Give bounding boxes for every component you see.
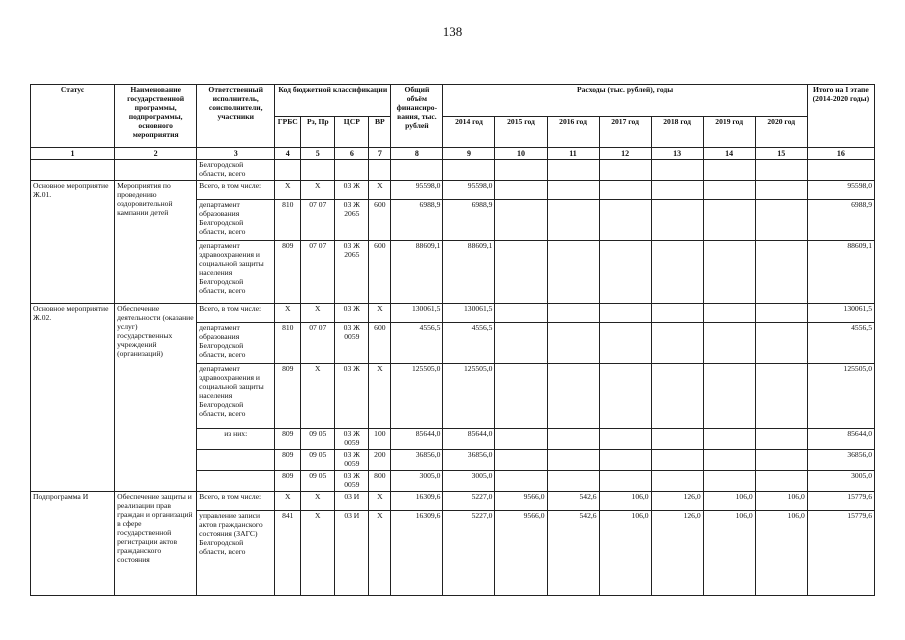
stage-total-cell: 95598,0 bbox=[807, 181, 874, 200]
stage-total-cell: 4556,5 bbox=[807, 323, 874, 364]
responsible-cell: департамент здравоохранения и социальной защиты населения Белгородской области, всего bbox=[197, 364, 275, 429]
y2014-cell: 5227,0 bbox=[443, 492, 495, 511]
y2019-cell bbox=[703, 471, 755, 492]
y2020-cell bbox=[755, 241, 807, 304]
responsible-cell bbox=[197, 471, 275, 492]
y2019-cell bbox=[703, 429, 755, 450]
y2018-cell: 126,0 bbox=[651, 511, 703, 596]
grbs-cell: 809 bbox=[275, 471, 301, 492]
total-cell: 3005,0 bbox=[391, 471, 443, 492]
responsible-cell: Всего, в том числе: bbox=[197, 304, 275, 323]
rzpr-cell: 07 07 bbox=[301, 200, 335, 241]
csr-cell: 03 Ж bbox=[335, 364, 369, 429]
y2017-cell bbox=[599, 471, 651, 492]
y2020-cell bbox=[755, 160, 807, 181]
y2020-cell bbox=[755, 323, 807, 364]
y2020-cell bbox=[755, 181, 807, 200]
y2015-cell bbox=[495, 241, 547, 304]
total-cell: 6988,9 bbox=[391, 200, 443, 241]
table-row bbox=[31, 181, 875, 200]
column-number: 16 bbox=[807, 148, 874, 160]
stage-total-cell: 130061,5 bbox=[807, 304, 874, 323]
rzpr-cell: Х bbox=[301, 511, 335, 596]
y2019-cell bbox=[703, 364, 755, 429]
grbs-cell: 809 bbox=[275, 429, 301, 450]
y2015-cell bbox=[495, 200, 547, 241]
responsible-cell: Всего, в том числе: bbox=[197, 181, 275, 200]
y2017-cell bbox=[599, 364, 651, 429]
y2014-cell: 3005,0 bbox=[443, 471, 495, 492]
grbs-cell: 810 bbox=[275, 323, 301, 364]
y2014-cell: 130061,5 bbox=[443, 304, 495, 323]
header-status: Статус bbox=[31, 85, 115, 148]
grbs-cell: Х bbox=[275, 304, 301, 323]
csr-cell: 03 Ж 0059 bbox=[335, 450, 369, 471]
responsible-cell bbox=[197, 450, 275, 471]
y2019-cell bbox=[703, 160, 755, 181]
y2019-cell bbox=[703, 181, 755, 200]
vr-cell: Х bbox=[369, 511, 391, 596]
rzpr-cell: Х bbox=[301, 304, 335, 323]
y2020-cell bbox=[755, 304, 807, 323]
y2014-cell: 5227,0 bbox=[443, 511, 495, 596]
vr-cell: Х bbox=[369, 364, 391, 429]
responsible-cell: из них: bbox=[197, 429, 275, 450]
y2015-cell bbox=[495, 429, 547, 450]
header-2018: 2018 год bbox=[651, 116, 703, 148]
y2015-cell bbox=[495, 304, 547, 323]
csr-cell: 03 Ж 2065 bbox=[335, 200, 369, 241]
y2019-cell bbox=[703, 323, 755, 364]
rzpr-cell: 09 05 bbox=[301, 450, 335, 471]
grbs-cell: Х bbox=[275, 492, 301, 511]
grbs-cell: 841 bbox=[275, 511, 301, 596]
rzpr-cell: Х bbox=[301, 364, 335, 429]
y2015-cell bbox=[495, 160, 547, 181]
header-csr: ЦСР bbox=[335, 116, 369, 148]
y2016-cell bbox=[547, 200, 599, 241]
y2017-cell bbox=[599, 323, 651, 364]
y2014-cell: 36856,0 bbox=[443, 450, 495, 471]
status-cell: Подпрограмма И bbox=[31, 492, 115, 596]
y2014-cell: 85644,0 bbox=[443, 429, 495, 450]
rzpr-cell: Х bbox=[301, 181, 335, 200]
y2014-cell: 125505,0 bbox=[443, 364, 495, 429]
vr-cell: 600 bbox=[369, 241, 391, 304]
stage-total-cell: 15779,6 bbox=[807, 492, 874, 511]
y2020-cell bbox=[755, 450, 807, 471]
vr-cell: 200 bbox=[369, 450, 391, 471]
vr-cell bbox=[369, 160, 391, 181]
stage-total-cell: 85644,0 bbox=[807, 429, 874, 450]
total-cell: 16309,6 bbox=[391, 511, 443, 596]
stage-total-cell: 6988,9 bbox=[807, 200, 874, 241]
column-number: 13 bbox=[651, 148, 703, 160]
grbs-cell: 809 bbox=[275, 364, 301, 429]
y2020-cell bbox=[755, 364, 807, 429]
grbs-cell bbox=[275, 160, 301, 181]
y2017-cell bbox=[599, 181, 651, 200]
header-vr: ВР bbox=[369, 116, 391, 148]
y2017-cell bbox=[599, 429, 651, 450]
y2015-cell: 9566,0 bbox=[495, 492, 547, 511]
y2016-cell bbox=[547, 429, 599, 450]
responsible-cell: Всего, в том числе: bbox=[197, 492, 275, 511]
name-cell: Обеспечение деятельности (оказание услуг) государственных учреждений (организаций) bbox=[115, 304, 197, 492]
total-cell: 125505,0 bbox=[391, 364, 443, 429]
y2015-cell bbox=[495, 471, 547, 492]
responsible-cell: Белгородской области, всего bbox=[197, 160, 275, 181]
y2016-cell bbox=[547, 323, 599, 364]
y2017-cell bbox=[599, 304, 651, 323]
responsible-cell: управление записи актов гражданского состояния (ЗАГС) Белгородской области, всего bbox=[197, 511, 275, 596]
y2016-cell bbox=[547, 471, 599, 492]
y2020-cell bbox=[755, 200, 807, 241]
stage-total-cell: 3005,0 bbox=[807, 471, 874, 492]
csr-cell: 03 И bbox=[335, 511, 369, 596]
grbs-cell: 810 bbox=[275, 200, 301, 241]
y2018-cell bbox=[651, 241, 703, 304]
grbs-cell: Х bbox=[275, 181, 301, 200]
total-cell bbox=[391, 160, 443, 181]
y2018-cell bbox=[651, 450, 703, 471]
column-number: 12 bbox=[599, 148, 651, 160]
rzpr-cell: Х bbox=[301, 492, 335, 511]
status-cell: Основное мероприятие Ж.01. bbox=[31, 181, 115, 304]
y2018-cell bbox=[651, 429, 703, 450]
vr-cell: 100 bbox=[369, 429, 391, 450]
y2018-cell bbox=[651, 200, 703, 241]
y2017-cell bbox=[599, 241, 651, 304]
y2016-cell bbox=[547, 160, 599, 181]
header-2017: 2017 год bbox=[599, 116, 651, 148]
total-cell: 88609,1 bbox=[391, 241, 443, 304]
rzpr-cell: 09 05 bbox=[301, 429, 335, 450]
y2016-cell: 542,6 bbox=[547, 492, 599, 511]
total-cell: 85644,0 bbox=[391, 429, 443, 450]
responsible-cell: департамент образования Белгородской области, всего bbox=[197, 323, 275, 364]
y2017-cell bbox=[599, 200, 651, 241]
table-row bbox=[31, 304, 875, 323]
rzpr-cell: 07 07 bbox=[301, 241, 335, 304]
csr-cell: 03 Ж 0059 bbox=[335, 323, 369, 364]
header-grbs: ГРБС bbox=[275, 116, 301, 148]
y2019-cell bbox=[703, 200, 755, 241]
y2017-cell: 106,0 bbox=[599, 492, 651, 511]
name-cell bbox=[115, 160, 197, 181]
name-cell: Мероприятия по проведению оздоровительной кампании детей bbox=[115, 181, 197, 304]
y2017-cell bbox=[599, 450, 651, 471]
header-2016: 2016 год bbox=[547, 116, 599, 148]
rzpr-cell bbox=[301, 160, 335, 181]
header-row-1 bbox=[31, 85, 875, 117]
y2016-cell bbox=[547, 181, 599, 200]
y2019-cell: 106,0 bbox=[703, 511, 755, 596]
column-number: 1 bbox=[31, 148, 115, 160]
y2016-cell bbox=[547, 450, 599, 471]
column-number: 7 bbox=[369, 148, 391, 160]
y2020-cell: 106,0 bbox=[755, 511, 807, 596]
continuation-row bbox=[31, 160, 875, 181]
y2019-cell bbox=[703, 450, 755, 471]
responsible-cell: департамент здравоохранения и социальной защиты населения Белгородской области, всего bbox=[197, 241, 275, 304]
header-2014: 2014 год bbox=[443, 116, 495, 148]
csr-cell bbox=[335, 160, 369, 181]
grbs-cell: 809 bbox=[275, 241, 301, 304]
csr-cell: 03 Ж bbox=[335, 304, 369, 323]
stage-total-cell: 125505,0 bbox=[807, 364, 874, 429]
y2016-cell: 542,6 bbox=[547, 511, 599, 596]
header-rzpr: Рз, Пр bbox=[301, 116, 335, 148]
y2020-cell: 106,0 bbox=[755, 492, 807, 511]
y2018-cell bbox=[651, 364, 703, 429]
header-responsible: Ответственный исполнитель, соисполнители, участники bbox=[197, 85, 275, 148]
y2020-cell bbox=[755, 471, 807, 492]
stage-total-cell: 88609,1 bbox=[807, 241, 874, 304]
status-cell bbox=[31, 160, 115, 181]
name-cell: Обеспечение защиты и реализации прав граждан и организаций в сфере государственной регистрации актов гражданского состояния bbox=[115, 492, 197, 596]
stage-total-cell bbox=[807, 160, 874, 181]
column-number: 10 bbox=[495, 148, 547, 160]
grbs-cell: 809 bbox=[275, 450, 301, 471]
page-number: 138 bbox=[442, 24, 463, 39]
y2015-cell bbox=[495, 323, 547, 364]
header-name: Наименование государственной программы, подпрограммы, основного мероприятия bbox=[115, 85, 197, 148]
stage-total-cell: 36856,0 bbox=[807, 450, 874, 471]
csr-cell: 03 Ж 0059 bbox=[335, 471, 369, 492]
y2014-cell: 4556,5 bbox=[443, 323, 495, 364]
y2018-cell bbox=[651, 160, 703, 181]
vr-cell: 600 bbox=[369, 200, 391, 241]
y2019-cell: 106,0 bbox=[703, 492, 755, 511]
y2014-cell: 6988,9 bbox=[443, 200, 495, 241]
table-row bbox=[31, 492, 875, 511]
stage-total-cell: 15779,6 bbox=[807, 511, 874, 596]
column-number: 4 bbox=[275, 148, 301, 160]
y2015-cell bbox=[495, 450, 547, 471]
column-number: 11 bbox=[547, 148, 599, 160]
rzpr-cell: 07 07 bbox=[301, 323, 335, 364]
column-number: 6 bbox=[335, 148, 369, 160]
y2018-cell bbox=[651, 471, 703, 492]
column-number: 3 bbox=[197, 148, 275, 160]
column-number: 15 bbox=[755, 148, 807, 160]
header-2015: 2015 год bbox=[495, 116, 547, 148]
rzpr-cell: 09 05 bbox=[301, 471, 335, 492]
header-stage-total: Итого на I этапе (2014-2020 годы) bbox=[807, 85, 874, 148]
y2014-cell: 95598,0 bbox=[443, 181, 495, 200]
y2019-cell bbox=[703, 241, 755, 304]
csr-cell: 03 Ж 2065 bbox=[335, 241, 369, 304]
y2019-cell bbox=[703, 304, 755, 323]
y2015-cell bbox=[495, 181, 547, 200]
header-2019: 2019 год bbox=[703, 116, 755, 148]
total-cell: 95598,0 bbox=[391, 181, 443, 200]
vr-cell: Х bbox=[369, 492, 391, 511]
header-total-volume: Общий объём финансиро-вания, тыс. рублей bbox=[391, 85, 443, 148]
budget-table bbox=[30, 84, 875, 596]
column-number: 9 bbox=[443, 148, 495, 160]
y2016-cell bbox=[547, 241, 599, 304]
vr-cell: Х bbox=[369, 181, 391, 200]
status-cell: Основное мероприятие Ж.02. bbox=[31, 304, 115, 492]
column-number: 2 bbox=[115, 148, 197, 160]
csr-cell: 03 И bbox=[335, 492, 369, 511]
y2018-cell: 126,0 bbox=[651, 492, 703, 511]
vr-cell: 600 bbox=[369, 323, 391, 364]
total-cell: 16309,6 bbox=[391, 492, 443, 511]
vr-cell: 800 bbox=[369, 471, 391, 492]
y2015-cell bbox=[495, 364, 547, 429]
header-2020: 2020 год bbox=[755, 116, 807, 148]
y2014-cell bbox=[443, 160, 495, 181]
y2015-cell: 9566,0 bbox=[495, 511, 547, 596]
y2020-cell bbox=[755, 429, 807, 450]
y2016-cell bbox=[547, 364, 599, 429]
vr-cell: Х bbox=[369, 304, 391, 323]
total-cell: 36856,0 bbox=[391, 450, 443, 471]
total-cell: 4556,5 bbox=[391, 323, 443, 364]
y2018-cell bbox=[651, 323, 703, 364]
csr-cell: 03 Ж 0059 bbox=[335, 429, 369, 450]
column-number: 5 bbox=[301, 148, 335, 160]
header-expenses: Расходы (тыс. рублей), годы bbox=[443, 85, 807, 117]
total-cell: 130061,5 bbox=[391, 304, 443, 323]
responsible-cell: департамент образования Белгородской области, всего bbox=[197, 200, 275, 241]
y2018-cell bbox=[651, 181, 703, 200]
csr-cell: 03 Ж bbox=[335, 181, 369, 200]
column-number: 14 bbox=[703, 148, 755, 160]
y2016-cell bbox=[547, 304, 599, 323]
column-number-row bbox=[31, 148, 875, 160]
y2014-cell: 88609,1 bbox=[443, 241, 495, 304]
header-budget-code: Код бюджетной классификации bbox=[275, 85, 391, 117]
y2017-cell bbox=[599, 160, 651, 181]
y2018-cell bbox=[651, 304, 703, 323]
column-number: 8 bbox=[391, 148, 443, 160]
y2017-cell: 106,0 bbox=[599, 511, 651, 596]
